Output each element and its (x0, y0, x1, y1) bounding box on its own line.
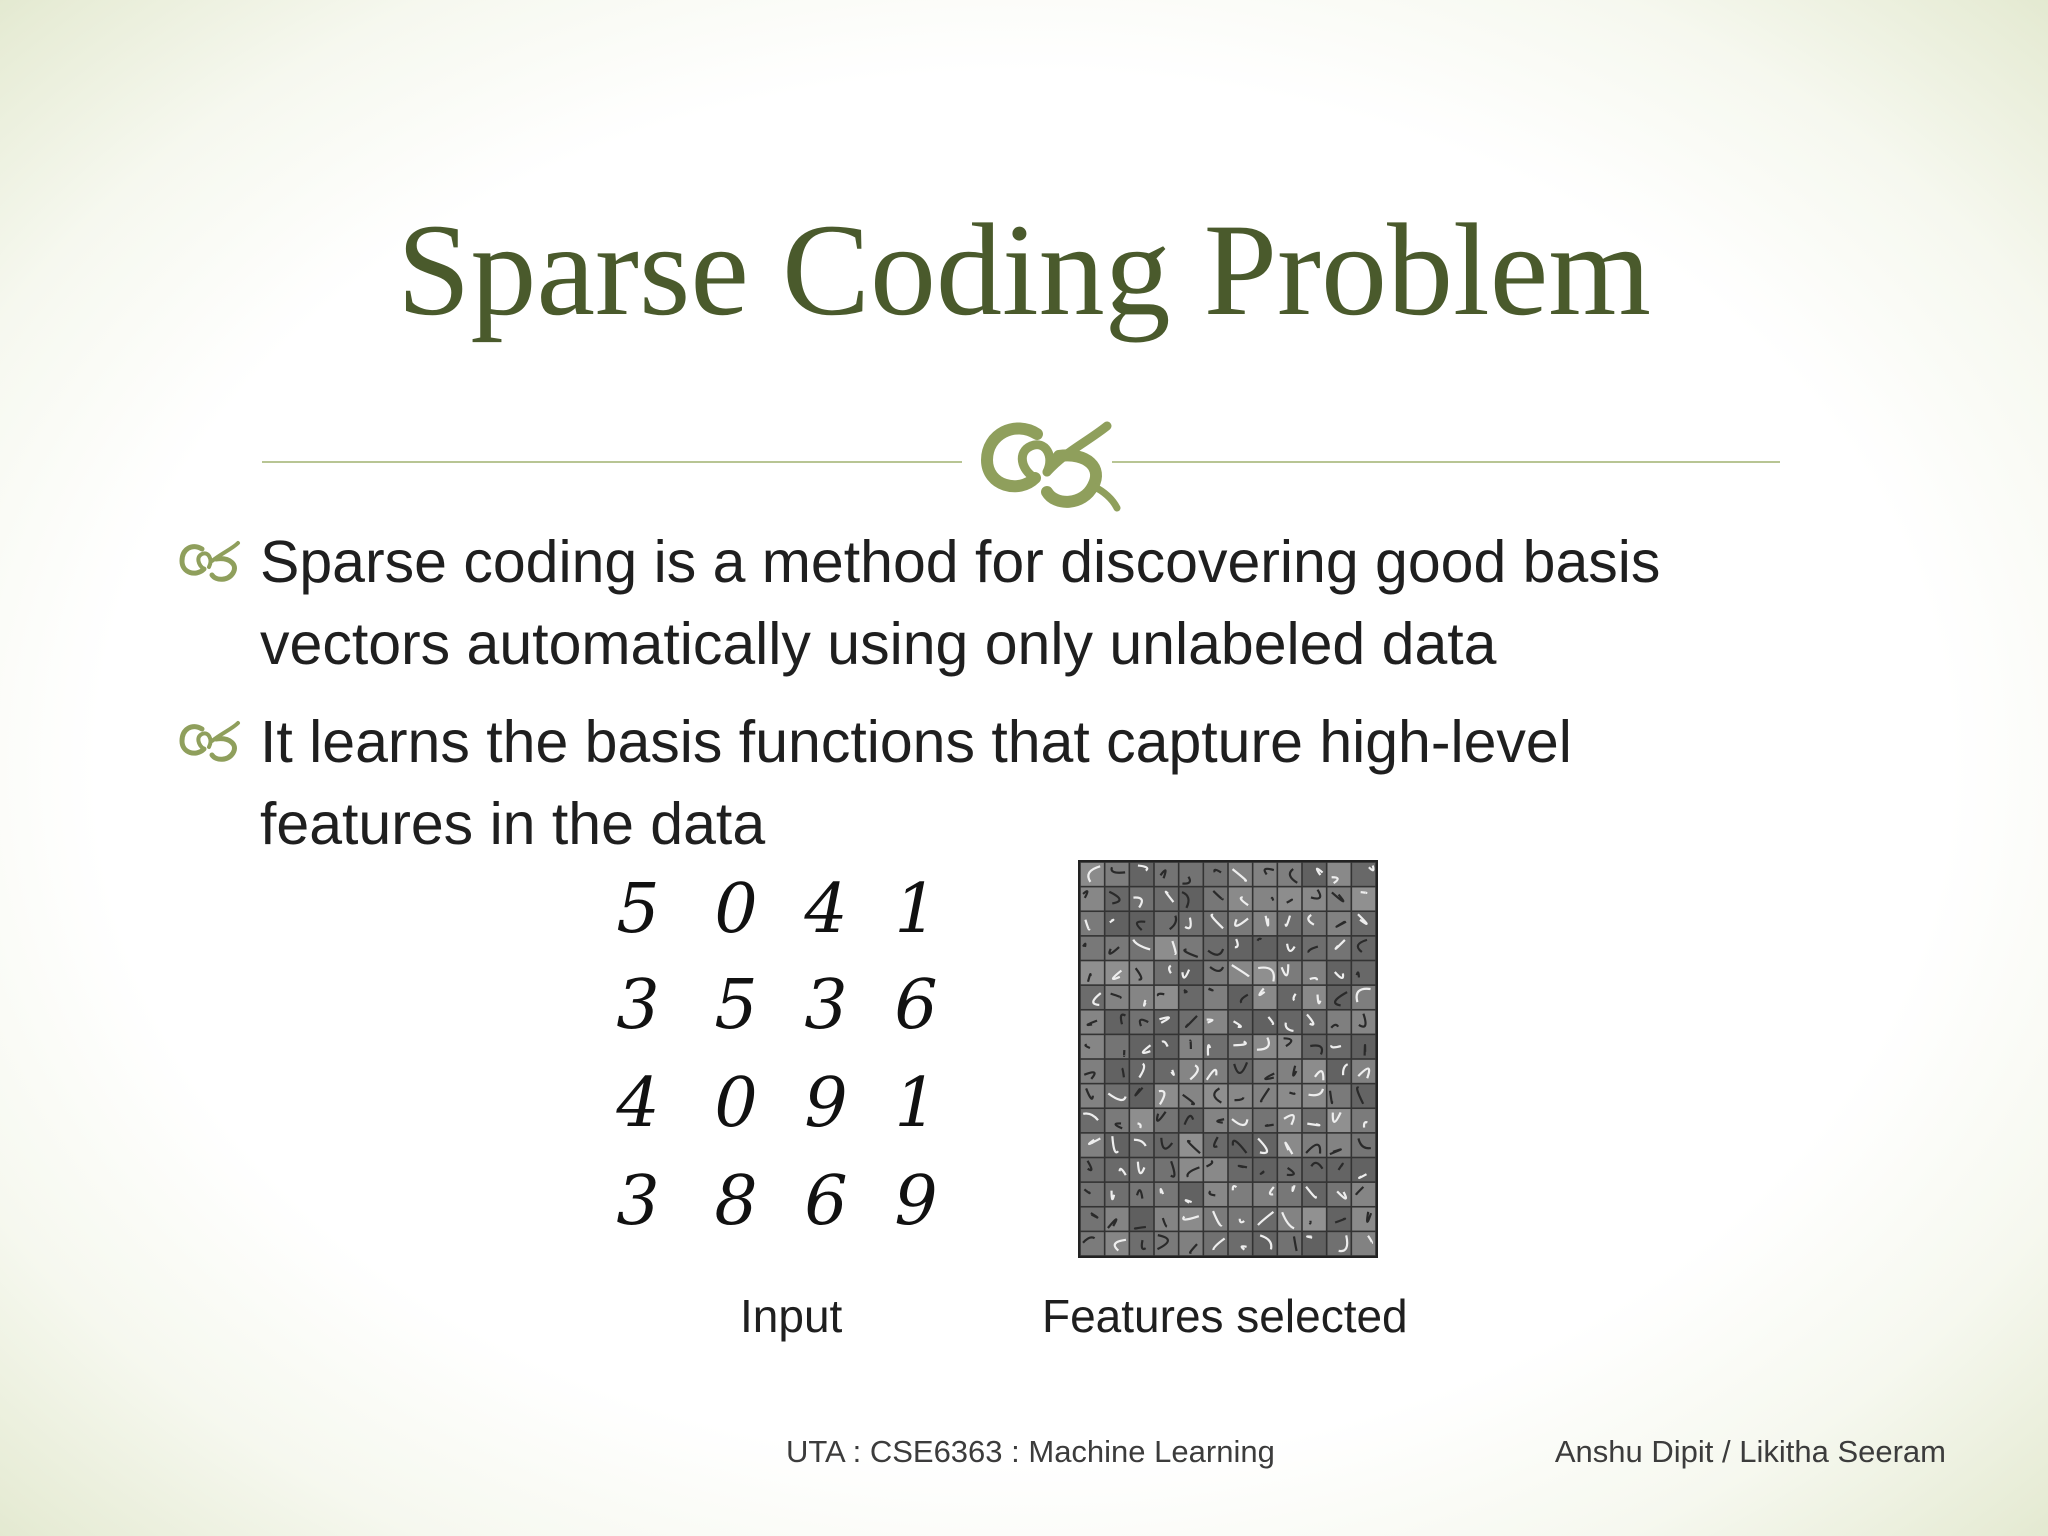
feature-stroke (1184, 990, 1187, 992)
feature-tile (1229, 937, 1252, 960)
input-digit: 3 (616, 1162, 660, 1241)
feature-tile (1303, 912, 1326, 935)
feature-tile (1204, 1134, 1227, 1157)
feature-tile (1303, 1208, 1326, 1231)
feature-stroke (1083, 944, 1085, 947)
input-digit: 9 (804, 1064, 848, 1143)
feature-tile (1204, 1232, 1227, 1255)
bullet-text-line: vectors automatically using only unlabeled data (260, 611, 1497, 677)
slide-title: Sparse Coding Problem (397, 196, 1651, 343)
bullet-text-line: features in the data (260, 791, 766, 857)
feature-tile (1352, 863, 1375, 886)
feature-stroke (1171, 1070, 1173, 1075)
input-digit: 5 (616, 870, 660, 949)
feature-tile (1204, 863, 1227, 886)
feature-tile (1352, 1134, 1375, 1157)
feature-tile (1081, 887, 1104, 910)
feature-tile (1352, 1232, 1375, 1255)
feature-tile (1105, 912, 1128, 935)
input-digit: 4 (804, 870, 848, 949)
feature-tile (1278, 1134, 1301, 1157)
feature-tile (1204, 887, 1227, 910)
feature-tile (1327, 1109, 1350, 1132)
feature-tile (1179, 937, 1202, 960)
bullet-item (178, 521, 1798, 685)
feature-stroke (1365, 1045, 1366, 1056)
feature-tile (1327, 1011, 1350, 1034)
feature-tile (1105, 1060, 1128, 1083)
feature-tile (1081, 986, 1104, 1009)
feature-stroke (1266, 1125, 1274, 1126)
feature-tile (1352, 1084, 1375, 1107)
feature-tile (1327, 961, 1350, 984)
feature-tile (1130, 1158, 1153, 1181)
features-grid-image (1078, 860, 1378, 1258)
input-digit: 1 (894, 870, 938, 949)
feature-stroke (1307, 1236, 1312, 1237)
feature-tile (1278, 937, 1301, 960)
feature-tile (1179, 1109, 1202, 1132)
feature-tile (1155, 1134, 1178, 1157)
feature-tile (1105, 1109, 1128, 1132)
feature-tile (1105, 1011, 1128, 1034)
feature-tile (1303, 1011, 1326, 1034)
input-digit: 3 (616, 966, 660, 1045)
input-digit: 1 (894, 1064, 938, 1143)
feature-tile (1204, 961, 1227, 984)
feature-tile (1229, 1011, 1252, 1034)
feature-tile (1130, 1134, 1153, 1157)
feature-tile (1352, 1158, 1375, 1181)
feature-tile (1105, 1183, 1128, 1206)
feature-tile (1155, 1084, 1178, 1107)
feature-tile (1327, 1060, 1350, 1083)
feature-tile (1179, 986, 1202, 1009)
feature-tile (1278, 986, 1301, 1009)
feature-tile (1081, 863, 1104, 886)
feature-tile (1327, 937, 1350, 960)
feature-tile (1130, 1109, 1153, 1132)
ornament-bullet-icon (178, 719, 242, 763)
input-digit: 8 (714, 1162, 758, 1241)
input-digit: 3 (804, 966, 848, 1045)
feature-tile (1327, 863, 1350, 886)
feature-tile (1352, 1208, 1375, 1231)
footer-authors: Anshu Dipit / Likitha Seeram (1554, 1434, 1946, 1469)
feature-tile (1303, 1158, 1326, 1181)
feature-tile (1204, 986, 1227, 1009)
feature-tile (1204, 1084, 1227, 1107)
feature-tile (1081, 912, 1104, 935)
input-digit: 9 (894, 1162, 938, 1241)
bullet-text-line: Sparse coding is a method for discovering good basis (260, 529, 1661, 595)
feature-tile (1130, 1011, 1153, 1034)
feature-tile (1105, 1158, 1128, 1181)
feature-tile (1081, 937, 1104, 960)
feature-tile (1081, 1134, 1104, 1157)
bullet-text-line: It learns the basis functions that capture high-level (260, 709, 1572, 775)
feature-tile (1352, 1109, 1375, 1132)
caption-features: Features selected (1042, 1290, 1408, 1342)
feature-tile (1327, 912, 1350, 935)
feature-tile (1303, 1109, 1326, 1132)
feature-tile (1229, 1060, 1252, 1083)
feature-stroke (1190, 1041, 1191, 1049)
feature-tile (1278, 1183, 1301, 1206)
feature-tile (1303, 1232, 1326, 1255)
feature-tile (1081, 1035, 1104, 1058)
feature-tile (1179, 1158, 1202, 1181)
feature-tile (1204, 1183, 1227, 1206)
feature-tile (1081, 1232, 1104, 1255)
feature-tile (1179, 863, 1202, 886)
feature-tile (1278, 1109, 1301, 1132)
feature-tile (1303, 1035, 1326, 1058)
input-digit: 6 (894, 966, 938, 1045)
feature-tile (1352, 887, 1375, 910)
input-digit: 5 (714, 966, 758, 1045)
feature-stroke (1310, 1221, 1311, 1224)
feature-tile (1105, 986, 1128, 1009)
feature-tile (1105, 1084, 1128, 1107)
feature-tile (1155, 1011, 1178, 1034)
divider-line-left (262, 461, 962, 463)
feature-tile (1081, 1183, 1104, 1206)
feature-tile (1229, 986, 1252, 1009)
input-digit: 0 (714, 1064, 758, 1143)
feature-tile (1130, 961, 1153, 984)
input-digit: 6 (804, 1162, 848, 1241)
feature-tile (1130, 986, 1153, 1009)
feature-tile (1278, 1084, 1301, 1107)
ornament-flourish-icon (975, 412, 1125, 512)
feature-tile (1155, 961, 1178, 984)
feature-stroke (1272, 898, 1273, 901)
feature-tile (1155, 1183, 1178, 1206)
feature-stroke (1239, 1166, 1247, 1167)
feature-tile (1303, 961, 1326, 984)
feature-tile (1229, 1158, 1252, 1181)
feature-tile (1204, 1109, 1227, 1132)
feature-tile (1253, 1158, 1276, 1181)
feature-stroke (1307, 1124, 1319, 1126)
feature-tile (1105, 863, 1128, 886)
feature-tile (1327, 1208, 1350, 1231)
feature-stroke (1144, 1000, 1145, 1006)
feature-tile (1105, 887, 1128, 910)
feature-tile (1253, 1035, 1276, 1058)
feature-tile (1155, 1060, 1178, 1083)
feature-tile (1303, 863, 1326, 886)
footer-course: UTA : CSE6363 : Machine Learning (786, 1434, 1275, 1469)
input-digits-image (590, 858, 960, 1258)
feature-tile (1229, 1232, 1252, 1255)
feature-tile (1204, 1158, 1227, 1181)
feature-tile (1081, 961, 1104, 984)
feature-tile (1278, 1232, 1301, 1255)
feature-tile (1278, 1208, 1301, 1231)
feature-tile (1253, 1109, 1276, 1132)
feature-tile (1253, 986, 1276, 1009)
feature-tile (1081, 1208, 1104, 1231)
feature-stroke (1208, 989, 1212, 991)
feature-tile (1105, 1232, 1128, 1255)
divider-line-right (1112, 461, 1780, 463)
input-digit: 4 (616, 1064, 660, 1143)
caption-input: Input (740, 1290, 843, 1342)
input-digit: 0 (714, 870, 758, 949)
feature-tile (1130, 912, 1153, 935)
bullet-item (178, 701, 1798, 865)
feature-tile (1278, 912, 1301, 935)
feature-tile (1229, 1035, 1252, 1058)
feature-tile (1204, 937, 1227, 960)
ornament-bullet-icon (178, 539, 242, 583)
feature-tile (1303, 1183, 1326, 1206)
feature-tile (1352, 961, 1375, 984)
feature-tile (1155, 1035, 1178, 1058)
feature-tile (1204, 912, 1227, 935)
feature-tile (1278, 887, 1301, 910)
feature-tile (1303, 986, 1326, 1009)
feature-tile (1155, 863, 1178, 886)
feature-tile (1278, 961, 1301, 984)
feature-tile (1253, 912, 1276, 935)
feature-tile (1278, 1060, 1301, 1083)
feature-tile (1253, 863, 1276, 886)
feature-tile (1179, 887, 1202, 910)
feature-tile (1155, 986, 1178, 1009)
feature-stroke (1289, 1093, 1294, 1094)
feature-tile (1253, 1232, 1276, 1255)
feature-tile (1229, 1084, 1252, 1107)
